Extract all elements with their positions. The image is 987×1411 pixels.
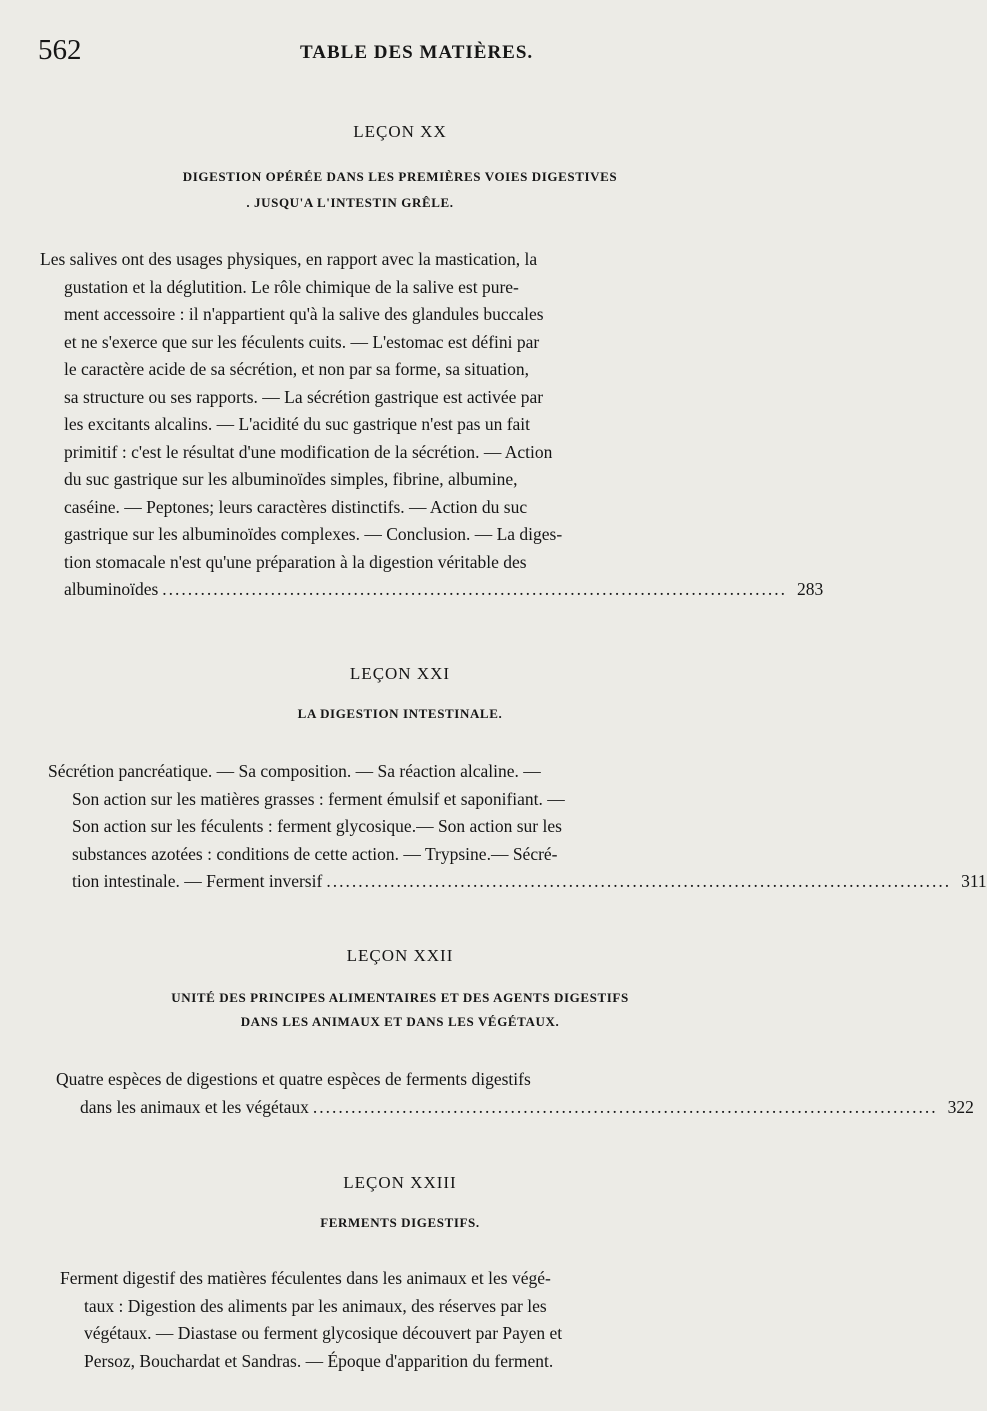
summary-line: tion stomacale n'est qu'une préparation à la digestion véritable des	[64, 551, 527, 572]
page-number: 562	[38, 34, 82, 66]
summary-line: les excitants alcalins. — L'acidité du suc gastrique n'est pas un fait	[64, 414, 531, 434]
page-reference: 322	[947, 1096, 974, 1117]
summary-line: Sécrétion pancréatique. — Sa composition. — Sa réaction alcaline. —	[48, 761, 541, 781]
page-reference: 311	[961, 871, 987, 891]
summary-line: et ne s'exerce que sur les féculents cuits. — L'estomac est défini par	[64, 331, 540, 352]
lesson-summary-xx	[40, 246, 824, 604]
page-reference: 283	[797, 579, 824, 599]
summary-line: primitif : c'est le résultat d'une modification de la sécrétion. — Action	[64, 441, 553, 462]
lesson-subtitle-xx	[0, 164, 800, 216]
lesson-subtitle-xxi	[0, 701, 800, 727]
lesson-summary-xxi	[48, 758, 987, 896]
summary-line: Ferment digestif des matières féculentes dans les animaux et les végé-	[60, 1268, 551, 1288]
summary-line: le caractère acide de sa sécrétion, et non par sa forme, sa situation,	[64, 359, 529, 379]
toc-entry-xx	[40, 576, 824, 604]
summary-last-line: dans les animaux et les végétaux	[80, 1096, 309, 1117]
subtitle-line: DANS LES ANIMAUX ET DANS LES VÉGÉTAUX.	[240, 1014, 560, 1029]
summary-line: gastrique sur les albuminoïdes complexes. — Conclusion. — La diges-	[64, 524, 563, 544]
toc-entry-xxi	[48, 868, 987, 896]
summary-line: Son action sur les féculents : ferment glycosique.— Son action sur les	[72, 816, 562, 836]
summary-line: substances azotées : conditions de cette action. — Trypsine.— Sécré-	[72, 843, 558, 864]
subtitle-line: UNITÉ DES PRINCIPES ALIMENTAIRES ET DES AGENTS DIGESTIFS	[171, 990, 629, 1005]
summary-line: végétaux. — Diastase ou ferment glycosique découvert par Payen et	[84, 1323, 563, 1343]
summary-last-line: albuminoïdes	[64, 579, 159, 599]
subtitle-line: FERMENTS DIGESTIFS.	[320, 1215, 480, 1230]
lesson-title-xxii: LEÇON XXII	[346, 946, 454, 965]
lesson-title-xx: LEÇON XX	[353, 122, 447, 141]
summary-line: Les salives ont des usages physiques, en rapport avec la mastication, la	[40, 249, 538, 269]
subtitle-line: . JUSQU'A L'INTESTIN GRÊLE.	[246, 195, 454, 210]
summary-line: Son action sur les matières grasses : ferment émulsif et saponifiant. —	[72, 788, 565, 809]
summary-line: gustation et la déglutition. Le rôle chimique de la salive est pure-	[64, 276, 519, 297]
summary-line: du suc gastrique sur les albuminoïdes simples, fibrine, albumine,	[64, 469, 518, 489]
lesson-summary-xxii	[56, 1066, 974, 1121]
summary-last-line: tion intestinale. — Ferment inversif	[72, 871, 323, 891]
leader-dots: ..................................................................................................	[326, 871, 952, 891]
summary-line: taux : Digestion des aliments par les animaux, des réserves par les	[84, 1295, 547, 1316]
leader-dots: ..................................................................................................	[312, 1096, 938, 1117]
subtitle-line: DIGESTION OPÉRÉE DANS LES PREMIÈRES VOIES DIGESTIVES	[182, 169, 618, 184]
summary-line: ment accessoire : il n'appartient qu'à la salive des glandules buccales	[64, 304, 544, 324]
summary-line: sa structure ou ses rapports. — La sécrétion gastrique est activée par	[64, 386, 544, 407]
lesson-subtitle-xxii	[0, 985, 800, 1035]
lesson-title-xxiii: LEÇON XXIII	[343, 1173, 457, 1192]
page-header	[38, 34, 760, 74]
leader-dots: ..................................................................................................	[162, 579, 788, 599]
lesson-subtitle-xxiii	[0, 1210, 800, 1236]
summary-line: Quatre espèces de digestions et quatre espèces de ferments digestifs	[56, 1069, 531, 1089]
lesson-title-xxi: LEÇON XXI	[349, 664, 451, 683]
summary-line: caséine. — Peptones; leurs caractères distinctifs. — Action du suc	[64, 496, 528, 517]
lesson-summary-xxiii	[60, 1265, 760, 1375]
running-title: TABLE DES MATIÈRES.	[300, 42, 534, 63]
summary-line: Persoz, Bouchardat et Sandras. — Époque d'apparition du ferment.	[84, 1350, 554, 1371]
toc-entry-xxii	[56, 1094, 974, 1122]
subtitle-line: LA DIGESTION INTESTINALE.	[297, 706, 503, 721]
